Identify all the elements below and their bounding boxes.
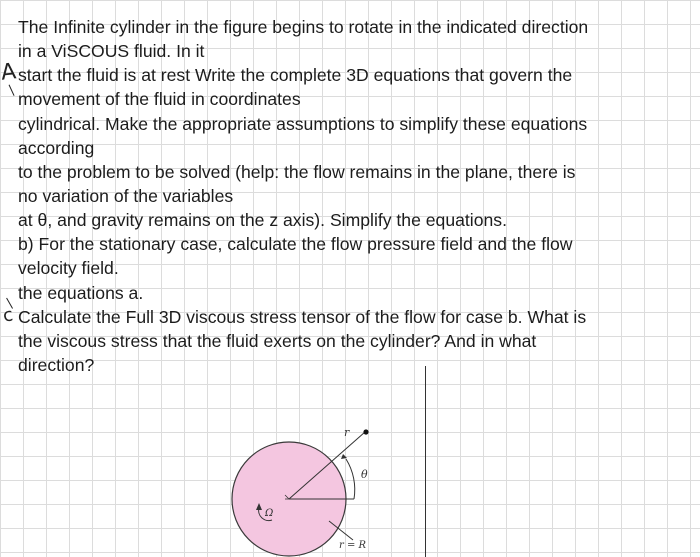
theta-arrow-head xyxy=(341,454,347,459)
problem-line-7: to the problem to be solved (help: the flow remains in the plane, there is xyxy=(18,162,576,182)
handwritten-part-a-mark: A xyxy=(0,59,18,86)
problem-line-4: movement of the fluid in coordinates xyxy=(18,89,301,109)
label-r-equals-R: r = R xyxy=(339,540,367,551)
problem-line-1: The Infinite cylinder in the figure begins to rotate in the indicated direction xyxy=(18,17,589,37)
problem-line-11: velocity field. xyxy=(18,258,119,278)
handwritten-part-c-mark: c xyxy=(1,304,15,327)
problem-line-10: b) For the stationary case, calculate the flow pressure field and the flow xyxy=(18,234,573,254)
problem-line-12: the equations a. xyxy=(18,283,144,303)
problem-line-8: no variation of the variables xyxy=(18,186,234,206)
problem-line-5: cylindrical. Make the appropriate assumptions to simplify these equations xyxy=(18,114,588,134)
label-omega: Ω xyxy=(265,508,274,519)
fluid-point-dot xyxy=(363,429,368,434)
label-r: r xyxy=(344,426,350,439)
problem-line-6: according xyxy=(18,138,95,158)
handwritten-part-a-bracket xyxy=(9,84,16,96)
problem-line-2: in a ViSCOUS fluid. In it xyxy=(18,41,205,61)
label-theta: θ xyxy=(361,468,368,481)
problem-line-14: the viscous stress that the fluid exerts on the cylinder? And in what xyxy=(18,331,537,351)
problem-line-3: start the fluid is at rest Write the complete 3D equations that govern the xyxy=(18,65,573,85)
rotating-cylinder-figure xyxy=(215,410,405,557)
vertical-divider-line xyxy=(425,366,426,557)
theta-arc xyxy=(346,459,355,499)
problem-line-13: Calculate the Full 3D viscous stress tensor of the flow for case b. What is xyxy=(18,307,587,327)
problem-line-9: at θ, and gravity remains on the z axis). Simplify the equations. xyxy=(18,210,507,230)
problem-line-15: direction? xyxy=(18,355,95,375)
